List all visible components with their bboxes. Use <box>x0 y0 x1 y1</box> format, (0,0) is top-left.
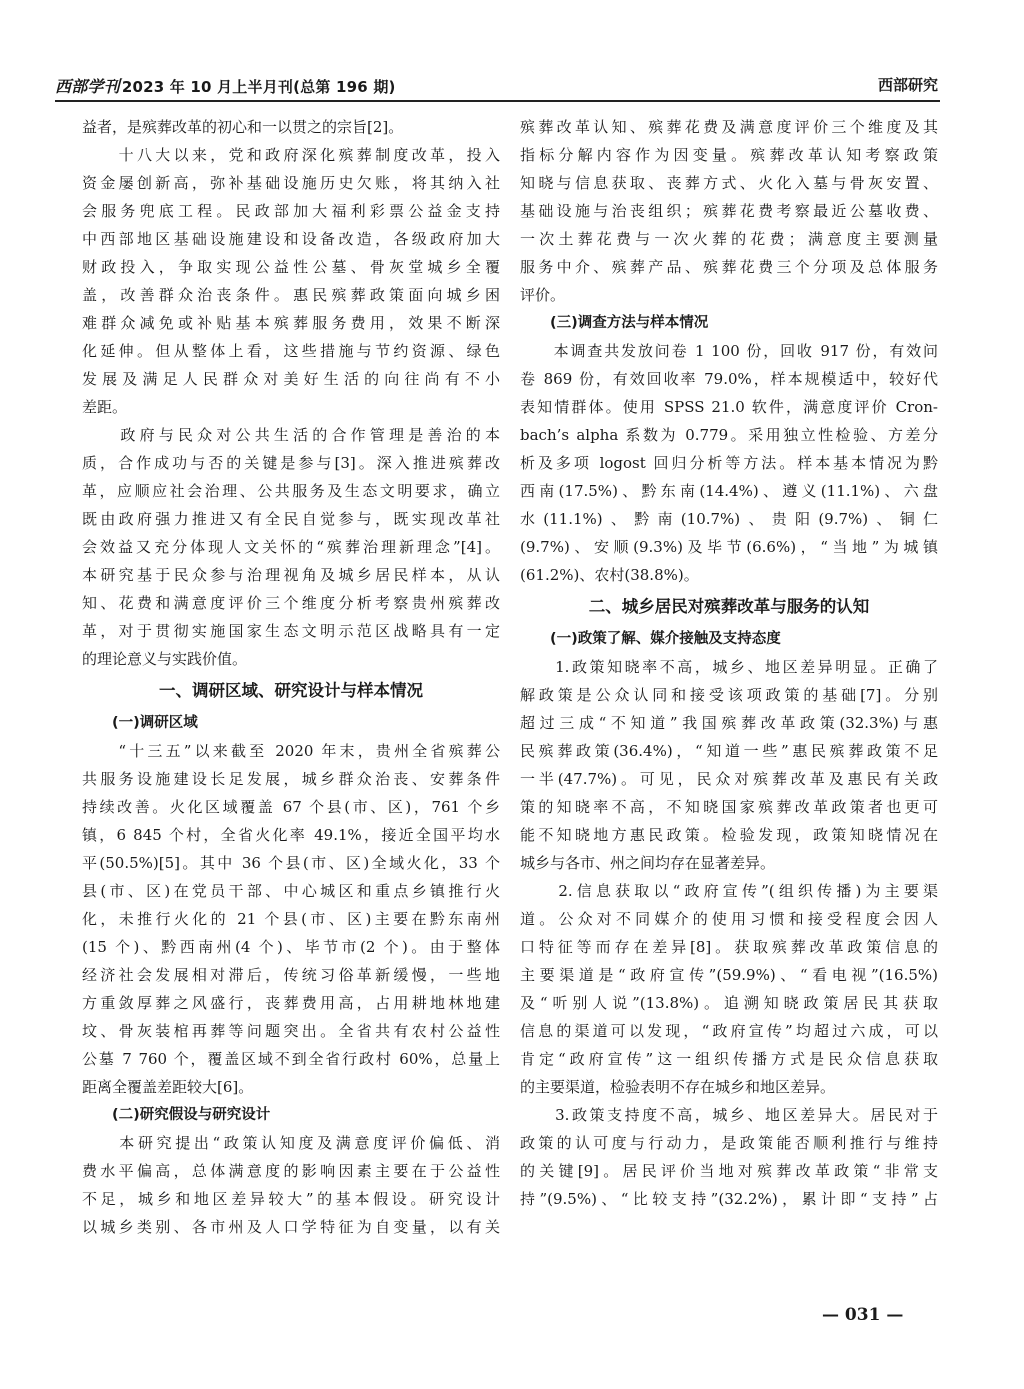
text-line: 策的知晓率不高，不知晓国家殡葬改革政策者也更可 <box>520 798 938 816</box>
text-line: 的理论意义与实践价值。 <box>82 650 248 668</box>
journal-issue-label <box>55 74 396 97</box>
text-line: 本调查共发放问卷 1 100 份，回收 917 份，有效问 <box>520 342 938 360</box>
text-line: 肯定“政府宣传”这一组织传播方式是民众信息获取 <box>520 1050 938 1068</box>
text-line: 的关键[9]。居民评价当地对殡葬改革政策“非常支 <box>520 1162 938 1180</box>
running-header <box>55 70 940 102</box>
text-line: 差距。 <box>82 398 128 416</box>
text-line: 超过三成“不知道”我国殡葬改革政策(32.3%)与惠 <box>520 714 938 732</box>
text-line: 费水平偏高，总体满意度的影响因素主要在于公益性 <box>82 1162 500 1180</box>
text-line: 口特征等而存在差异[8]。获取殡葬改革政策信息的 <box>520 938 938 956</box>
text-line: 中西部地区基础设施建设和设备改造，各级政府加大 <box>82 230 500 248</box>
text-line: 评价。 <box>520 286 566 304</box>
text-line: 持”(9.5%)、“比较支持”(32.2%)，累计即“支持”占 <box>520 1190 938 1208</box>
journal-logo: 西部学刊 <box>55 77 120 96</box>
text-line: 化，未推行火化的 21 个县(市、区)主要在黔东南州 <box>82 910 500 928</box>
text-line: 信息的渠道可以发现，“政府宣传”均超过六成，可以 <box>520 1022 938 1040</box>
text-line: 表知情群体。使用 SPSS 21.0 软件，满意度评价 Cron- <box>520 398 938 416</box>
text-line: 共服务设施建设长足发展，城乡群众治丧、安葬条件 <box>82 770 500 788</box>
text-line: 3.政策支持度不高，城乡、地区差异大。居民对于 <box>520 1106 938 1124</box>
text-line: 难群众减免或补贴基本殡葬服务费用，效果不断深 <box>82 314 500 332</box>
text-line: 主要渠道是“政府宣传”(59.9%)、“看电视”(16.5%) <box>520 966 938 984</box>
text-line: 距离全覆盖差距较大[6]。 <box>82 1078 254 1096</box>
text-line: 服务中介、殡葬产品、殡葬花费三个分项及总体服务 <box>520 258 938 276</box>
subsection-heading: (三)调查方法与样本情况 <box>550 315 709 331</box>
text-line: 持续改善。火化区域覆盖 67 个县(市、区)，761 个乡 <box>82 798 500 816</box>
text-line: 一半(47.7%)。可见，民众对殡葬改革及惠民有关政 <box>520 770 938 788</box>
section-heading: 二、城乡居民对殡葬改革与服务的认知 <box>588 597 870 616</box>
text-line: 政府与民众对公共生活的合作管理是善治的本 <box>82 426 500 444</box>
text-line: bach’s alpha 系数为 0.779。采用独立性检验、方差分 <box>520 426 938 444</box>
text-line: 知、花费和满意度评价三个维度分析考察贵州殡葬改 <box>82 594 500 612</box>
text-line: 革，应顺应社会治理、公共服务及生态文明要求，确立 <box>82 482 500 500</box>
text-line: 坟、骨灰装棺再葬等问题突出。全省共有农村公益性 <box>82 1022 500 1040</box>
text-line: 财政投入，争取实现公益性公墓、骨灰堂城乡全覆 <box>82 258 500 276</box>
text-line: 及“听别人说”(13.8%)。追溯知晓政策居民其获取 <box>520 994 938 1012</box>
section-label: 西部研究 <box>877 76 938 94</box>
text-line: 1.政策知晓率不高，城乡、地区差异明显。正确了 <box>520 658 938 676</box>
text-line: 殡葬改革认知、殡葬花费及满意度评价三个维度及其 <box>520 118 938 136</box>
text-line: 的主要渠道，检验表明不存在城乡和地区差异。 <box>520 1078 836 1096</box>
text-line: 镇，6 845 个村，全省火化率 49.1%，接近全国平均水 <box>82 826 500 844</box>
text-line: 以城乡类别、各市州及人口学特征为自变量，以有关 <box>82 1218 500 1236</box>
text-line: (15 个)、黔西南州(4 个)、毕节市(2 个)。由于整体 <box>82 938 500 956</box>
text-line: 平(50.5%)[5]。其中 36 个县(市、区)全域火化，33 个 <box>82 854 500 872</box>
text-line: 基础设施与治丧组织；殡葬花费考察最近公墓收费、 <box>520 202 938 220</box>
text-line: 会效益又充分体现人文关怀的“殡葬治理新理念”[4]。 <box>82 538 500 556</box>
text-line: 质，合作成功与否的关键是参与[3]。深入推进殡葬改 <box>82 454 500 472</box>
text-line: 化延伸。但从整体上看，这些措施与节约资源、绿色 <box>82 342 500 360</box>
text-line: (9.7%)、安顺(9.3%)及毕节(6.6%)，“当地”为城镇 <box>520 538 938 556</box>
right-column <box>520 113 938 1213</box>
text-line: 本研究基于民众参与治理视角及城乡居民样本，从认 <box>82 566 500 584</box>
text-line: 既由政府强力推进又有全民自觉参与，既实现改革社 <box>82 510 500 528</box>
text-line: 析及多项 logost 回归分析等方法。样本基本情况为黔 <box>520 454 938 472</box>
text-line: 革，对于贯彻实施国家生态文明示范区战略具有一定 <box>82 622 500 640</box>
text-line: 县(市、区)在党员干部、中心城区和重点乡镇推行火 <box>82 882 500 900</box>
subsection-heading: (二)研究假设与研究设计 <box>112 1107 271 1123</box>
page-number: — 031 — <box>822 1305 904 1325</box>
text-line: 指标分解内容作为因变量。殡葬改革认知考察政策 <box>520 146 938 164</box>
text-line: 解政策是公众认同和接受该项政策的基础[7]。分别 <box>520 686 938 704</box>
text-line: 盖，改善群众治丧条件。惠民殡葬政策面向城乡困 <box>82 286 500 304</box>
text-line: 发展及满足人民群众对美好生活的向往尚有不小 <box>82 370 500 388</box>
text-line: 民殡葬政策(36.4%)，“知道一些”惠民殡葬政策不足 <box>520 742 938 760</box>
text-line: 城乡与各市、州之间均存在显著差异。 <box>520 854 776 872</box>
text-line: 方重敛厚葬之风盛行，丧葬费用高，占用耕地林地建 <box>82 994 500 1012</box>
text-line: 政策的认可度与行动力，是政策能否顺利推行与维持 <box>520 1134 938 1152</box>
text-line: 公墓 7 760 个，覆盖区域不到全省行政村 60%，总量上 <box>82 1050 500 1068</box>
text-line: 道。公众对不同媒介的使用习惯和接受程度会因人 <box>520 910 938 928</box>
text-line: 益者，是殡葬改革的初心和一以贯之的宗旨[2]。 <box>82 118 404 136</box>
text-line: 知晓与信息获取、丧葬方式、火化入墓与骨灰安置、 <box>520 174 938 192</box>
text-line: 会服务兜底工程。民政部加大福利彩票公益金支持 <box>82 202 500 220</box>
text-line: 十八大以来，党和政府深化殡葬制度改革，投入 <box>82 146 500 164</box>
subsection-heading: (一)调研区域 <box>112 715 198 731</box>
issue-text: 2023 年 10 月上半月刊(总第 196 期) <box>121 78 396 96</box>
text-line: 2.信息获取以“政府宣传”(组织传播)为主要渠 <box>520 882 938 900</box>
text-line: (61.2%)、农村(38.8%)。 <box>520 566 699 584</box>
left-column <box>82 113 500 1241</box>
text-line: 能不知晓地方惠民政策。检验发现，政策知晓情况在 <box>520 826 938 844</box>
subsection-heading: (一)政策了解、媒介接触及支持态度 <box>550 631 781 647</box>
text-line: 经济社会发展相对滞后，传统习俗革新缓慢，一些地 <box>82 966 500 984</box>
text-line: “十三五”以来截至 2020 年末，贵州全省殡葬公 <box>82 742 500 760</box>
text-line: 资金屡创新高，弥补基础设施历史欠账，将其纳入社 <box>82 174 500 192</box>
text-line: 西南(17.5%)、黔东南(14.4%)、遵义(11.1%)、六盘 <box>520 482 938 500</box>
text-line: 一次土葬花费与一次火葬的花费；满意度主要测量 <box>520 230 938 248</box>
text-line: 不足，城乡和地区差异较大”的基本假设。研究设计 <box>82 1190 500 1208</box>
text-line: 本研究提出“政策认知度及满意度评价偏低、消 <box>82 1134 500 1152</box>
section-heading: 一、调研区域、研究设计与样本情况 <box>159 681 423 700</box>
text-line: 水(11.1%)、黔南(10.7%)、贵阳(9.7%)、铜仁 <box>520 510 938 528</box>
text-line: 卷 869 份，有效回收率 79.0%，样本规模适中，较好代 <box>520 370 938 388</box>
